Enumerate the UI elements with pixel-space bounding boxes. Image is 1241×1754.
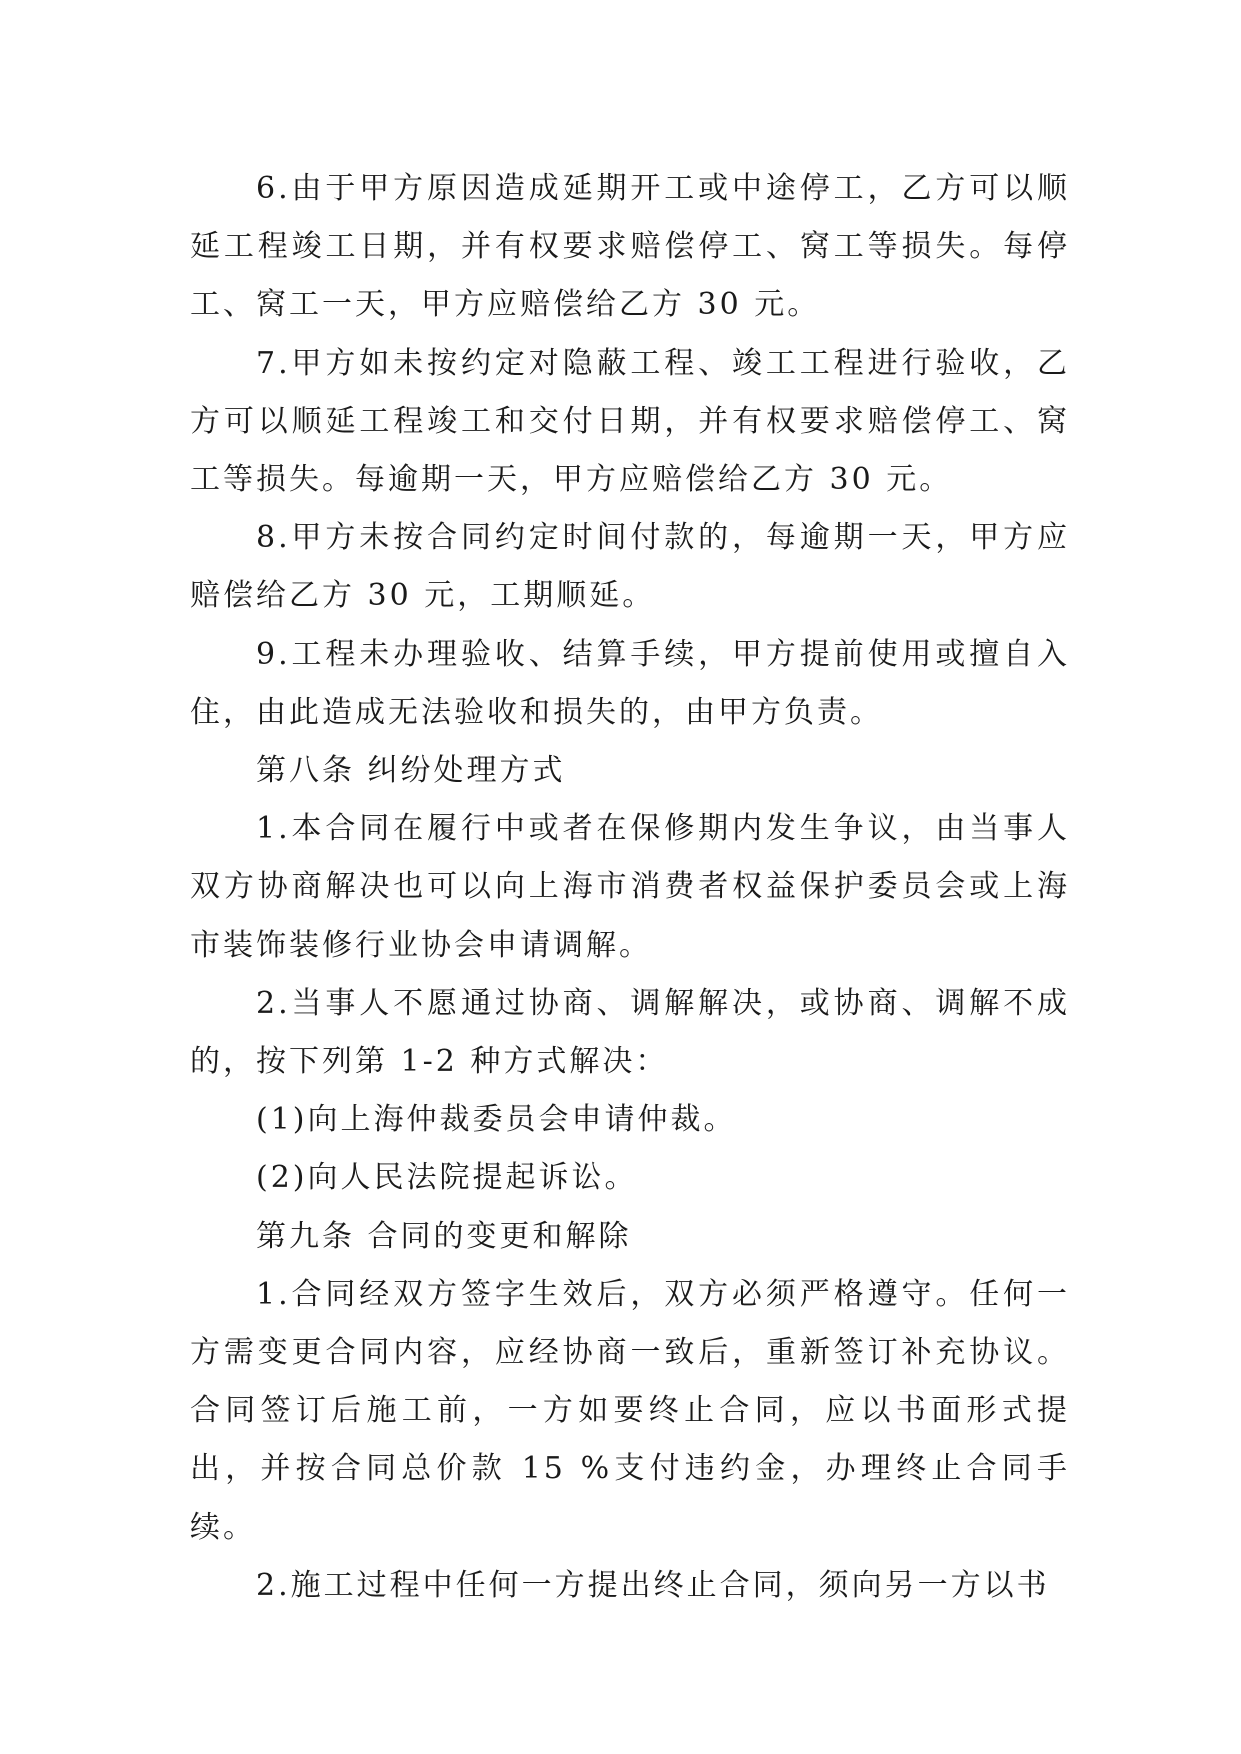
article-8-clause-1: 1.本合同在履行中或者在保修期内发生争议，由当事人双方协商解决也可以向上海市消费者权益保护委员会或上海市装饰装修行业协会申请调解。	[190, 811, 1070, 963]
article-8-clause-2: 2.当事人不愿通过协商、调解解决，或协商、调解不成的，按下列第 1-2 种方式解决：	[190, 985, 1070, 1080]
article-9-clause-2: 2.施工过程中任何一方提出终止合同，须向另一方以书	[256, 1567, 1050, 1603]
article-9-heading: 第九条 合同的变更和解除	[256, 1218, 632, 1254]
article-8-option-2: (2)向人民法院提起诉讼。	[256, 1160, 638, 1196]
clause-7-paragraph: 7.甲方如未按约定对隐蔽工程、竣工工程进行验收，乙方可以顺延工程竣工和交付日期，并有权要求赔偿停工、窝工等损失。每逾期一天，甲方应赔偿给乙方 30 元。	[190, 345, 1070, 498]
article-8-option-1: (1)向上海仲裁委员会申请仲裁。	[256, 1102, 737, 1138]
article-9-clause-1: 1.合同经双方签字生效后，双方必须严格遵守。任何一方需变更合同内容，应经协商一致后，重新签订补充协议。合同签订后施工前，一方如要终止合同，应以书面形式提出，并按合同总价款 15 %支付违约金，办理终止合同手续。	[190, 1276, 1070, 1545]
contract-body	[190, 160, 1070, 1615]
clause-8-paragraph: 8.甲方未按合同约定时间付款的，每逾期一天，甲方应赔偿给乙方 30 元，工期顺延。	[190, 520, 1070, 614]
article-8-heading: 第八条 纠纷处理方式	[256, 753, 566, 789]
clause-6-paragraph: 6.由于甲方原因造成延期开工或中途停工，乙方可以顺延工程竣工日期，并有权要求赔偿停工、窝工等损失。每停工、窝工一天，甲方应赔偿给乙方 30 元。	[190, 171, 1070, 323]
clause-9-paragraph: 9.工程未办理验收、结算手续，甲方提前使用或擅自入住，由此造成无法验收和损失的，由甲方负责。	[190, 636, 1070, 730]
